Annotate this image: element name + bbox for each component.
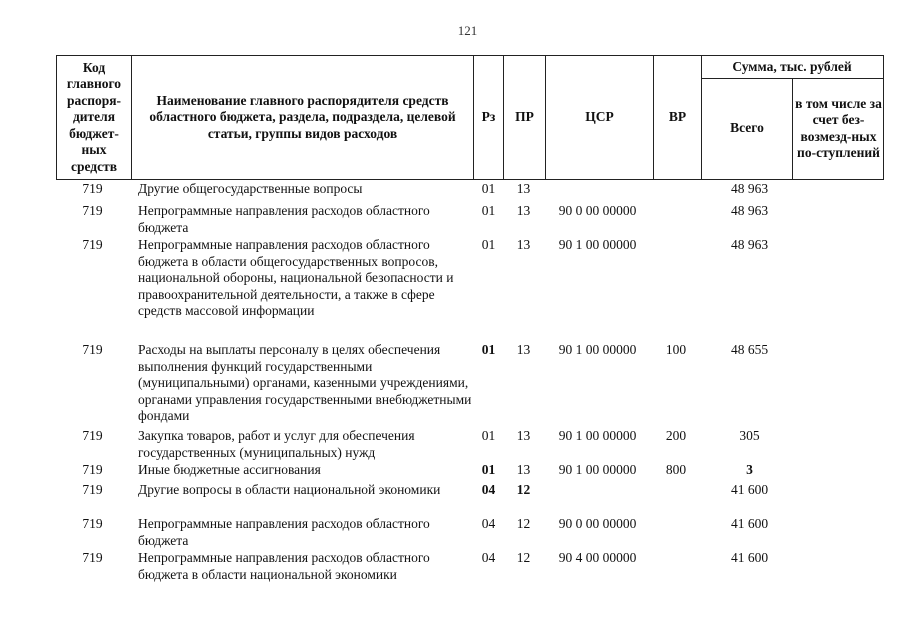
- cell-total: 41 600: [730, 550, 769, 565]
- cell-vr: 100: [665, 342, 687, 357]
- cell-total: 41 600: [730, 516, 769, 531]
- table-header: [56, 55, 884, 180]
- header-sum: Сумма, тыс. рублей: [701, 56, 883, 79]
- cell-rz: 01: [481, 342, 496, 357]
- cell-rz: 01: [481, 428, 496, 443]
- cell-csr: 90 1 00 00000: [558, 428, 637, 443]
- header-pr: ПР: [515, 109, 534, 125]
- cell-csr: 90 0 00 00000: [558, 516, 637, 531]
- cell-name: Непрограммные направления расходов областного бюджета: [138, 516, 430, 548]
- cell-code: 719: [82, 342, 103, 357]
- header-rz: Рз: [481, 109, 496, 125]
- cell-vr: 200: [665, 428, 687, 443]
- header-free: в том числе за счет без-возмезд-ных по-ступлений: [795, 95, 882, 160]
- cell-code: 719: [82, 482, 103, 497]
- cell-total: 3: [746, 462, 753, 477]
- cell-csr: 90 0 00 00000: [558, 203, 637, 218]
- cell-rz: 04: [481, 550, 496, 565]
- cell-rz: 01: [481, 462, 496, 477]
- cell-rz: 04: [481, 482, 496, 497]
- cell-pr: 13: [516, 237, 531, 252]
- cell-name: Расходы на выплаты персоналу в целях обеспечения выполнения функций государственными (муниципальными) органами, казенными учреждениями, органами управления государственными внебюджетными фондами: [138, 342, 472, 423]
- divider: [131, 56, 132, 179]
- cell-name: Непрограммные направления расходов областного бюджета: [138, 203, 430, 235]
- cell-pr: 12: [516, 482, 531, 497]
- cell-total: 305: [739, 428, 760, 443]
- cell-vr: 800: [665, 462, 687, 477]
- header-code: Код главного распоря-дителя бюджет-ных средств: [66, 59, 122, 174]
- header-vr: ВР: [668, 109, 687, 125]
- cell-pr: 13: [516, 181, 531, 196]
- cell-code: 719: [82, 428, 103, 443]
- cell-code: 719: [82, 181, 103, 196]
- cell-code: 719: [82, 550, 103, 565]
- cell-code: 719: [82, 516, 103, 531]
- cell-code: 719: [82, 462, 103, 477]
- cell-pr: 13: [516, 203, 531, 218]
- page-number: 121: [457, 23, 478, 38]
- cell-rz: 01: [481, 181, 496, 196]
- cell-total: 41 600: [730, 482, 769, 497]
- cell-pr: 12: [516, 550, 531, 565]
- cell-pr: 12: [516, 516, 531, 531]
- divider: [792, 78, 793, 179]
- cell-code: 719: [82, 237, 103, 252]
- cell-name: Иные бюджетные ассигнования: [138, 462, 321, 477]
- header-name: Наименование главного распорядителя средств областного бюджета, раздела, подраздела, целевой статьи, группы видов расходов: [149, 92, 456, 141]
- cell-total: 48 963: [730, 181, 769, 196]
- cell-name: Другие вопросы в области национальной экономики: [138, 482, 441, 497]
- cell-pr: 13: [516, 342, 531, 357]
- cell-rz: 01: [481, 203, 496, 218]
- cell-csr: 90 1 00 00000: [558, 237, 637, 252]
- cell-total: 48 963: [730, 237, 769, 252]
- cell-rz: 01: [481, 237, 496, 252]
- cell-name: Другие общегосударственные вопросы: [138, 181, 363, 196]
- cell-name: Непрограммные направления расходов областного бюджета в области национальной экономики: [138, 550, 430, 582]
- header-csr: ЦСР: [585, 109, 614, 125]
- cell-csr: 90 1 00 00000: [558, 462, 637, 477]
- cell-code: 719: [82, 203, 103, 218]
- cell-pr: 13: [516, 428, 531, 443]
- cell-name: Непрограммные направления расходов областного бюджета в области общегосударственных вопросов, национальной обороны, национальной безопасности и правоохранительной деятельности, а также в сфере средств массовой информации: [138, 237, 454, 318]
- cell-total: 48 655: [730, 342, 769, 357]
- cell-csr: 90 4 00 00000: [558, 550, 637, 565]
- cell-rz: 04: [481, 516, 496, 531]
- cell-csr: 90 1 00 00000: [558, 342, 637, 357]
- cell-total: 48 963: [730, 203, 769, 218]
- header-total: Всего: [730, 120, 764, 136]
- cell-name: Закупка товаров, работ и услуг для обеспечения государственных (муниципальных) нужд: [138, 428, 415, 460]
- cell-pr: 13: [516, 462, 531, 477]
